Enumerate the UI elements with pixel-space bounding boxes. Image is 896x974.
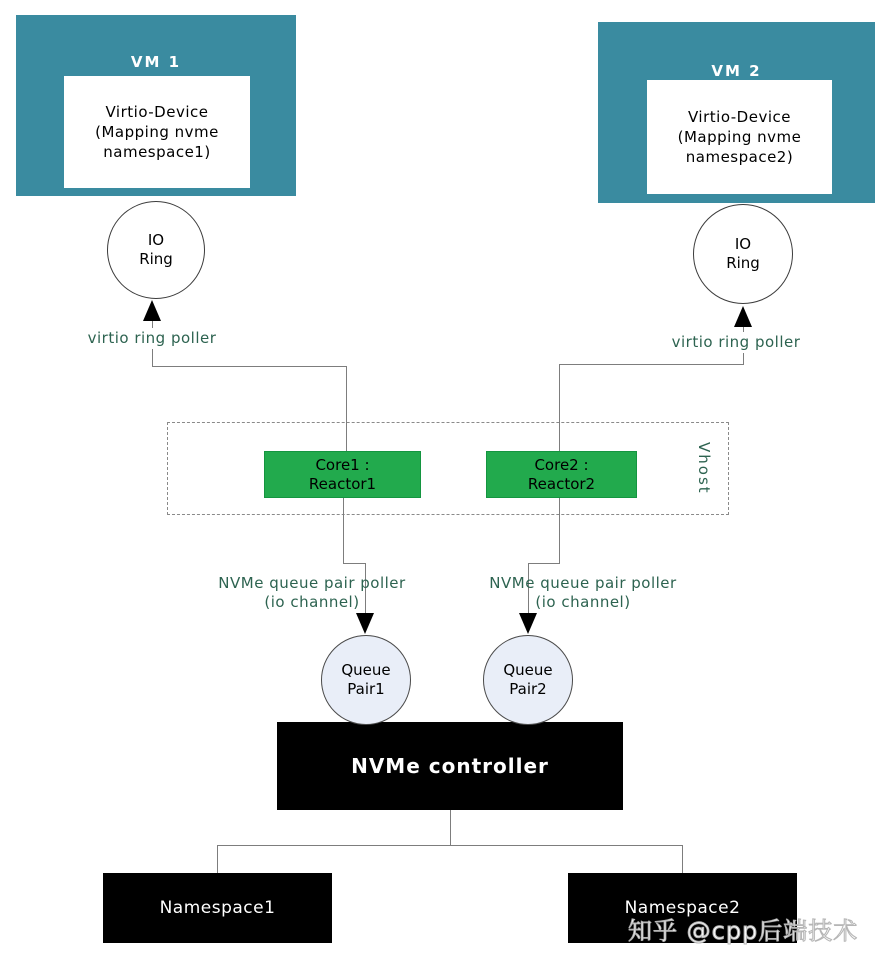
vm1-box [16,15,296,196]
namespace1-box [103,873,332,943]
connector-line-namespace2-drop [682,845,683,873]
arrow-up-io-ring2-icon [734,306,752,327]
io-ring2-line2: Ring [726,254,760,272]
queue-pair1-circle [321,635,411,725]
arrow-down-qpair1-icon [356,613,374,634]
io-ring2-line1: IO [734,235,752,253]
connector-line-core1-jog [343,563,366,564]
vm2-box [598,22,875,203]
nvme-queue-pair-poller-label-left [218,574,405,612]
core1-line2: Reactor1 [308,474,377,493]
vhost-region-box [167,422,729,515]
vm2-device-line3: namespace2) [685,148,794,166]
vm1-device-line3: namespace1) [103,143,211,161]
arrow-down-qpair2-icon [519,613,537,634]
core2-reactor2-box [486,451,637,498]
vhost-label: Vhost [695,441,713,495]
connector-line-core1-up [346,366,347,451]
core2-line1: Core2 : [534,455,589,474]
vm2-device-line2: (Mapping nvme [677,128,802,146]
connector-line-core2-up [559,364,560,451]
queue-pair1-line2: Pair1 [347,680,385,698]
namespace2-label: Namespace2 [624,898,741,918]
connector-line-core2-jog [528,563,560,564]
connector-line-namespace1-drop [217,845,218,873]
vm1-device-line2: (Mapping nvme [95,123,219,141]
vm1-device-line1: Virtio-Device [105,103,209,121]
core1-reactor1-box [264,451,421,498]
connector-line-core2-down [559,498,560,563]
io-ring1-line2: Ring [139,250,173,268]
nvme-poller-left-line2: (io channel) [264,593,360,611]
queue-pair2-line1: Queue [503,661,553,679]
connector-line-controller-down [450,810,451,845]
io-ring1-line1: IO [147,231,165,249]
connector-line-core1-down [343,498,344,563]
io-ring1-circle [107,201,205,299]
nvme-queue-pair-poller-label-right [489,574,676,612]
namespace1-label: Namespace1 [159,898,276,918]
nvme-poller-right-line1: NVMe queue pair poller [489,574,677,592]
zhihu-watermark: 知乎 @cpp后端技术 [628,917,859,945]
vm2-title: VM 2 [711,62,762,80]
virtio-ring-poller-label-right: virtio ring poller [669,332,804,353]
connector-line-vm1-horizontal [152,366,347,367]
connector-line-vm2-horizontal [559,364,744,365]
core1-line1: Core1 : [315,455,370,474]
nvme-controller-box [277,722,623,810]
vm2-device-line1: Virtio-Device [688,108,791,126]
queue-pair1-line1: Queue [341,661,391,679]
arrow-up-io-ring1-icon [143,300,161,321]
nvme-controller-label: NVMe controller [351,754,549,778]
nvme-poller-right-line2: (io channel) [535,593,631,611]
virtio-ring-poller-label-left: virtio ring poller [85,328,220,349]
queue-pair2-line2: Pair2 [509,680,547,698]
vm1-title: VM 1 [130,53,182,71]
core2-line2: Reactor2 [527,474,596,493]
io-ring2-circle [693,204,793,304]
vm1-virtio-device-box [64,76,250,188]
vm2-virtio-device-box [647,80,832,194]
queue-pair2-circle [483,635,573,725]
nvme-poller-left-line1: NVMe queue pair poller [218,574,406,592]
connector-line-namespace-bus [217,845,683,846]
